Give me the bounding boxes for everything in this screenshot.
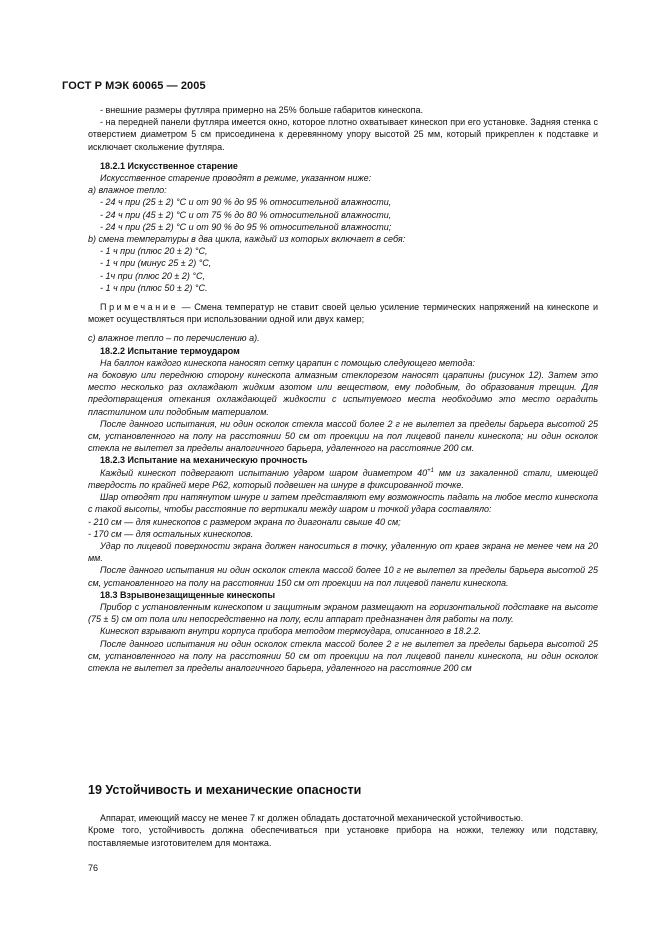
stability-p2: Кроме того, устойчивость должна обеспечиваться при установке прибора на ножки, тележку или подставку, поставляемые изготовителем для монтажа. — [88, 825, 598, 848]
page-number: 76 — [88, 863, 99, 873]
aging-line: - 1 ч при (плюс 20 ± 2) °C, — [100, 246, 208, 257]
aging-line: - 1 ч при (плюс 50 ± 2) °C. — [100, 282, 208, 293]
tolerance-superscript: +1 — [427, 467, 434, 474]
aging-item-a: a) влажное тепло: — [88, 185, 167, 196]
heading-18-3: 18.3 Взрывонезащищенные кинескопы — [100, 589, 276, 600]
thermal-p1: На баллон каждого кинескопа наносят сетку царапин с помощью следующего метода: — [100, 357, 476, 368]
explode-p1: Прибор с установленным кинескопом и защитным экраном размещают на горизонтальной подставке на высоте (75 ± 5) см от пола или непосредственно на полу, если аппарат предназначен для работы на полу. — [88, 601, 598, 625]
note-paragraph — [88, 301, 598, 325]
aging-line: - 24 ч при (25 ± 2) °C и от 90 % до 95 % относительной влажности; — [100, 221, 392, 232]
mech-p1: Каждый кинескоп подвергают испытанию ударом шаром диаметром $40^{+1}$ мм из закаленной стали, имеющей твердость по крайней мере Р62, который подвешен на шнуре в фиксированной точке. — [88, 467, 598, 490]
aging-line: - 24 ч при (25 ± 2) °C и от 90 % до 95 % относительной влажности, — [100, 197, 392, 208]
aging-line: - 1ч при (плюс 20 ± 2) °C, — [100, 270, 205, 281]
aging-intro: Искусственное старение проводят в режиме, указанном ниже: — [100, 173, 372, 184]
note-label: Примечание — [100, 302, 179, 313]
heading-18-2-1: 18.2.1 Искусственное старение — [100, 160, 238, 171]
aging-item-b: b) смена температуры в два цикла, каждый из которых включает в себя: — [88, 234, 406, 245]
thermal-p2: на боковую или переднюю сторону кинескопа алмазным стеклорезом наносят царапины (рисунок 12). Затем это место несколько раз охлаждают жидким азотом или веществом, ему подобным, до образования трещин. Для предотвращения отекания охлаждающей жидкости с испытуемого места необходимо это место оградить пластилином или подобным материалом. — [88, 370, 598, 417]
mech-list-2: - 170 см — для остальных кинескопов. — [88, 528, 254, 539]
stability-p1: Аппарат, имеющий массу не менее 7 кг должен обладать достаточной механической устойчивостью. — [100, 813, 524, 823]
aging-line: - 24 ч при (45 ± 2) °C и от 75 % до 80 % относительной влажности, — [100, 209, 392, 220]
mech-p2: Шар отводят при натянутом шнуре и затем представляют ему возможность падать на любое место кинескопа с такой высоты, чтобы расстояние по вертикали между шаром и точкой удара составляло: — [88, 492, 598, 515]
explode-p3: После данного испытания ни один осколок стекла массой более 2 г не вылетел за пределы барьера высотой 25 см, установленного на полу на расстоянии 50 см от проекции на пол лицевой панели кинескопа, ни один осколок стекла не вылетел за пределы аналогичного барьера, удаленного на расстояние 200 см — [88, 638, 598, 673]
section-19-body — [88, 812, 598, 849]
aging-item-c: c) влажное тепло – по перечислению a). — [88, 333, 260, 344]
intro-item-1: - внешние размеры футляра примерно на 25% больше габаритов кинескопа. — [100, 105, 423, 115]
heading-18-2-3: 18.2.3 Испытание на механическую прочность — [100, 455, 308, 466]
explode-p2: Кинескоп взрывают внутри корпуса прибора методом термоудара, описанного в 18.2.2. — [100, 626, 482, 637]
mech-p3: Удар по лицевой поверхности экрана должен наноситься в точку, удаленную от краев экрана не менее чем на 20 мм. — [88, 540, 598, 564]
thermal-p3: После данного испытания, ни один осколок стекла массой более 2 г не вылетел за пределы барьера высотой 25 см, установленного на полу на расстоянии 50 см от проекции на пол лицевой панели кинескопа; ни один осколок стекла не вылетел за пределы аналогичного барьера, удаленного на расстояние 200 см. — [88, 418, 598, 454]
mech-p4: После данного испытания ни один осколок стекла массой более 10 г не вылетел за пределы барьера высотой 25 см, установленного на полу на расстоянии 150 см от проекции на пол лицевой панели кинескопа. — [88, 565, 598, 588]
document-header: ГОСТ Р МЭК 60065 — 2005 — [62, 80, 206, 92]
mech-list-1: - 210 см — для кинескопов с размером экрана по диагонали свыше 40 см; — [88, 516, 401, 527]
aging-line: - 1 ч при (минус 25 ± 2) °C, — [100, 258, 212, 269]
note-text: — Смена температур не ставит своей целью усиление термических напряжений на кинескопе и может осуществляться при использовании одной или двух камер; — [88, 302, 598, 325]
heading-section-19: 19 Устойчивость и механические опасности — [88, 783, 362, 797]
main-content — [88, 104, 598, 674]
heading-18-2-2: 18.2.2 Испытание термоударом — [100, 345, 240, 356]
intro-item-2: - на передней панели футляра имеется окно, которое плотно охватывает кинескоп при его установке. Задняя стенка с отверстием диаметром 5 см присоединена к деревянному упору высотой 25 мм, который прикреплен к подставке и исключает скольжение футляра. — [88, 117, 598, 152]
